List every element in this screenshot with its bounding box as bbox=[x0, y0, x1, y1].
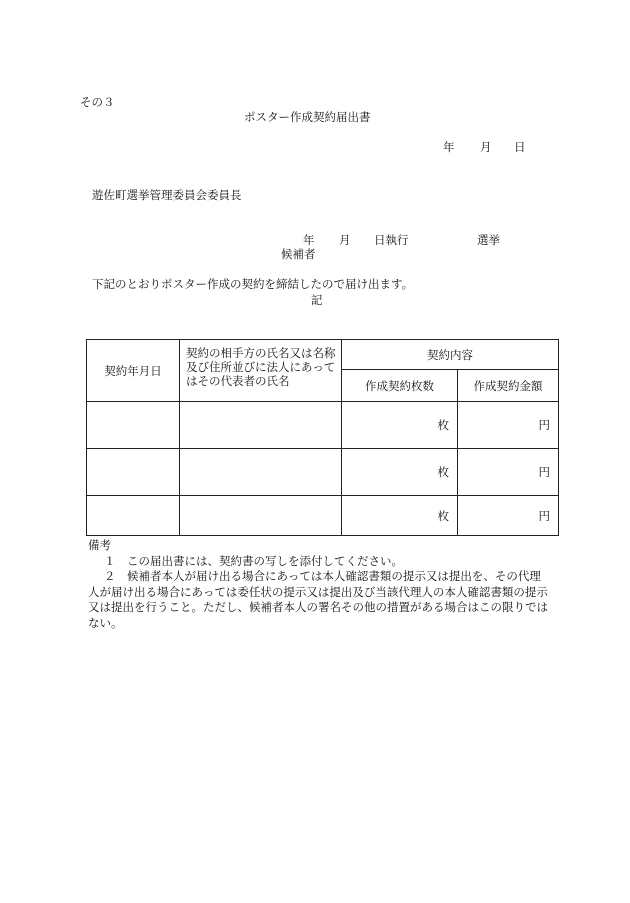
header-contract-amount: 作成契約金額 bbox=[458, 370, 559, 402]
note-item-2: ２ 候補者本人が届け出る場合にあっては本人確認書類の提示又は提出を、その代理人が届け出る場合にあっては委任状の提示又は提出及び当該代理人の本人確認書類の提示又は提出を行うこと。ただし、候補者本人の署名その他の措置がある場合はこの限りではない。 bbox=[88, 569, 548, 630]
header-contract-party: 契約の相手方の氏名又は名称及び住所並びに法人にあってはその代表者の氏名 bbox=[180, 340, 342, 402]
form-number: その３ bbox=[80, 95, 115, 109]
notes-section bbox=[88, 538, 548, 631]
cell-amount-unit: 円 bbox=[458, 402, 559, 449]
election-type-label: 選挙 bbox=[477, 233, 500, 247]
note-item-1: １ この届出書には、契約書の写しを添付してください。 bbox=[104, 553, 403, 568]
cell-contract-date bbox=[87, 402, 180, 449]
table-row bbox=[87, 402, 559, 449]
date-month-label: 月 bbox=[480, 140, 492, 154]
header-contract-date: 契約年月日 bbox=[87, 340, 180, 402]
notes-heading: 備考 bbox=[88, 538, 111, 552]
cell-contract-party bbox=[180, 402, 342, 449]
statement: 下記のとおりポスター作成の契約を締結したので届け出ます。 bbox=[92, 277, 414, 291]
document-title: ポスター作成契約届出書 bbox=[244, 110, 371, 124]
cell-count-unit: 枚 bbox=[342, 402, 458, 449]
addressee: 遊佐町選挙管理委員会委員長 bbox=[92, 188, 242, 202]
header-contract-count: 作成契約枚数 bbox=[342, 370, 458, 402]
cell-amount-unit: 円 bbox=[458, 496, 559, 536]
cell-count-unit: 枚 bbox=[342, 496, 458, 536]
header-contract-contents: 契約内容 bbox=[342, 340, 559, 370]
table-row bbox=[87, 496, 559, 536]
cell-contract-date bbox=[87, 496, 180, 536]
cell-count-unit: 枚 bbox=[342, 449, 458, 496]
election-year-label: 年 bbox=[303, 233, 315, 247]
cell-contract-date bbox=[87, 449, 180, 496]
table-row bbox=[87, 449, 559, 496]
contract-table bbox=[86, 339, 559, 536]
cell-contract-party bbox=[180, 449, 342, 496]
ki-label: 記 bbox=[311, 293, 323, 307]
election-month-label: 月 bbox=[339, 233, 351, 247]
cell-contract-party bbox=[180, 496, 342, 536]
cell-amount-unit: 円 bbox=[458, 449, 559, 496]
candidate-label: 候補者 bbox=[281, 247, 316, 261]
date-year-label: 年 bbox=[443, 140, 455, 154]
date-day-label: 日 bbox=[514, 140, 526, 154]
election-day-exec-label: 日執行 bbox=[374, 233, 409, 247]
